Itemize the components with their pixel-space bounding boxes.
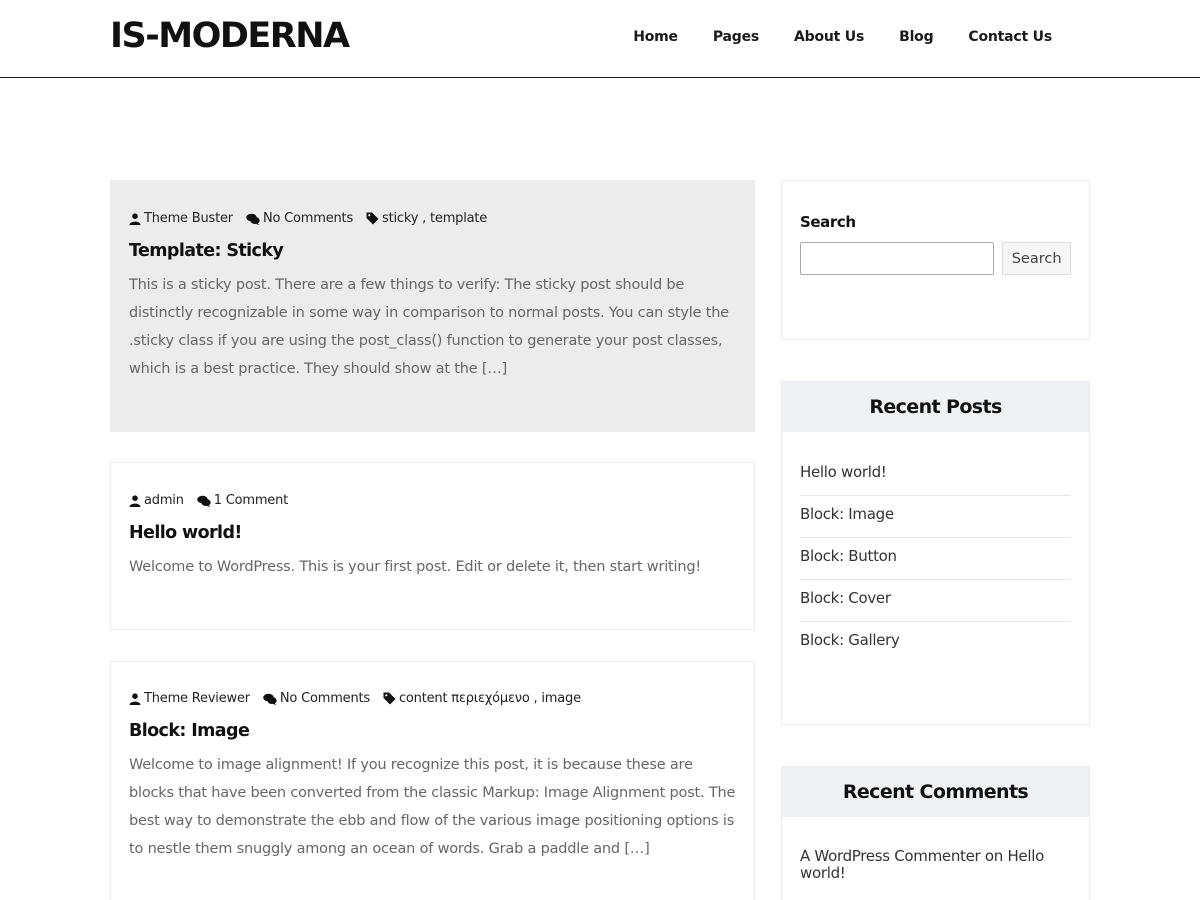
post-comments[interactable]: No Comments: [246, 211, 353, 226]
nav-about-us[interactable]: About Us: [794, 29, 865, 45]
recent-posts-title: Recent Posts: [782, 382, 1089, 432]
post-tags[interactable]: content περιεχόμενο , image: [383, 691, 581, 706]
search-input[interactable]: [800, 242, 994, 275]
post-author[interactable]: Theme Reviewer: [129, 691, 250, 706]
comments-icon: [246, 213, 260, 225]
recent-comments-widget: [781, 766, 1090, 900]
nav-blog[interactable]: Blog: [899, 29, 934, 45]
post-card: [110, 180, 755, 432]
post-meta: [129, 211, 736, 226]
comments-icon: [263, 693, 277, 705]
recent-post-link[interactable]: Block: Cover: [800, 580, 1071, 622]
nav-home[interactable]: Home: [633, 29, 678, 45]
site-logo[interactable]: IS-MODERNA: [110, 16, 349, 56]
post-title[interactable]: Block: Image: [129, 721, 250, 741]
post-meta: [129, 493, 736, 508]
comment-connector: on: [980, 847, 1008, 865]
search-button[interactable]: Search: [1002, 242, 1071, 275]
recent-post-link[interactable]: Block: Gallery: [800, 631, 900, 649]
post-card: [110, 462, 755, 630]
tag-icon: [366, 212, 379, 225]
user-icon: [129, 693, 141, 705]
comment-author-link[interactable]: A WordPress Commenter: [800, 847, 981, 865]
comment-post-link[interactable]: Hello world!: [800, 847, 1044, 882]
post-card: [110, 661, 755, 900]
main-nav: [598, 29, 1052, 45]
tag-icon: [383, 692, 396, 705]
post-author[interactable]: Theme Buster: [129, 211, 233, 226]
post-excerpt: Welcome to image alignment! If you recognize this post, it is because these are blocks that have been converted from the classic Markup: Image Alignment post. The best way to demonstrate the ebb and flow of the various image positioning options is to nestle them snuggly among an ocean of words. Grab a paddle and […]: [129, 757, 736, 857]
recent-post-link[interactable]: Block: Button: [800, 538, 1071, 580]
comments-icon: [197, 495, 211, 507]
search-form: [800, 242, 1071, 275]
post-tags[interactable]: sticky , template: [366, 211, 487, 226]
post-comments[interactable]: 1 Comment: [197, 493, 288, 508]
post-meta: [129, 691, 736, 706]
user-icon: [129, 213, 141, 225]
post-comments[interactable]: No Comments: [263, 691, 370, 706]
post-author[interactable]: admin: [129, 493, 184, 508]
nav-contact-us[interactable]: Contact Us: [968, 29, 1052, 45]
recent-comment-item: [782, 817, 1072, 882]
site-header: [0, 0, 1200, 78]
recent-posts-widget: [781, 381, 1090, 725]
search-label: Search: [800, 213, 856, 231]
nav-pages[interactable]: Pages: [712, 29, 759, 45]
recent-post-link[interactable]: Hello world!: [800, 454, 1071, 496]
post-title[interactable]: Hello world!: [129, 523, 242, 543]
recent-posts-list: [782, 432, 1089, 664]
recent-post-link[interactable]: Block: Image: [800, 496, 1071, 538]
recent-comments-title: Recent Comments: [782, 767, 1089, 817]
search-widget: [781, 180, 1090, 340]
post-excerpt: This is a sticky post. There are a few things to verify: The sticky post should be distinctly recognizable in some way in comparison to normal posts. You can style the .sticky class if you are using the post_class() function to generate your post classes, which is a best practice. They should show at the […]: [129, 277, 729, 377]
post-excerpt: Welcome to WordPress. This is your first post. Edit or delete it, then start writing!: [129, 559, 701, 575]
user-icon: [129, 495, 141, 507]
post-title[interactable]: Template: Sticky: [129, 241, 284, 261]
